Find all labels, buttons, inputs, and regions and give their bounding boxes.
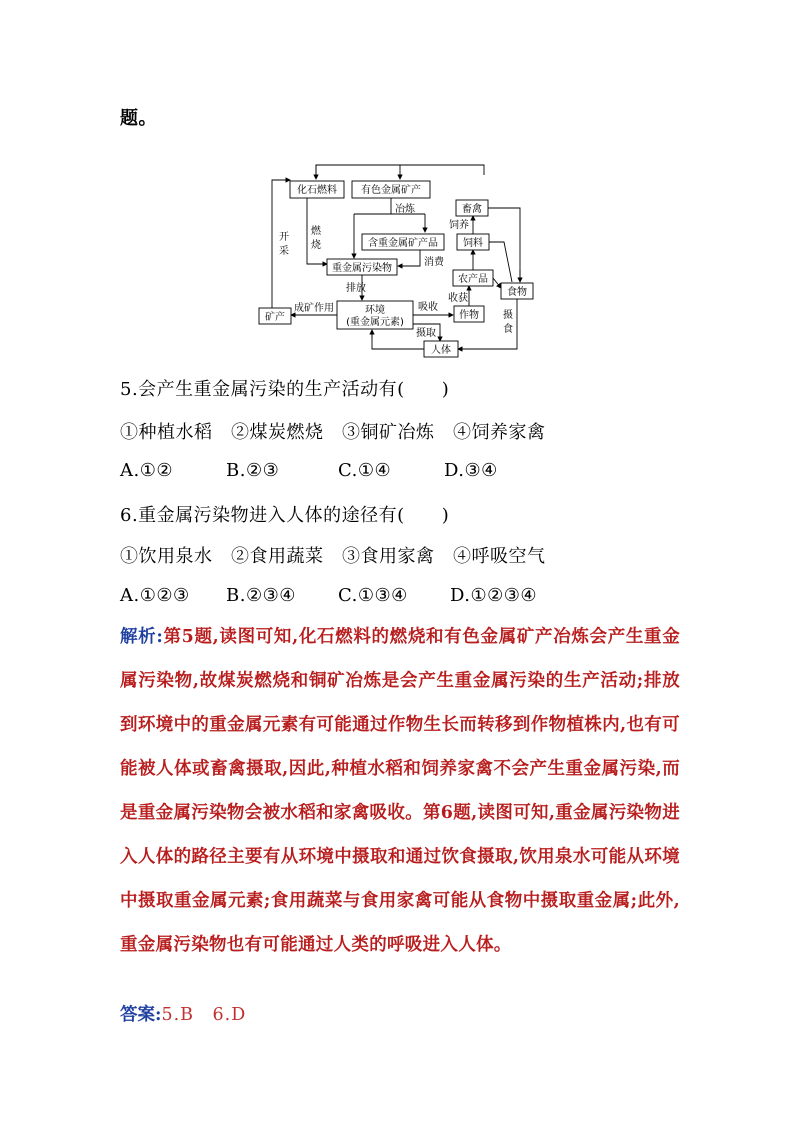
edge-agri-food xyxy=(493,278,501,288)
box-heavy-metal-product xyxy=(362,234,444,250)
box-fossil-fuel xyxy=(290,181,344,198)
svg-text:人体: 人体 xyxy=(431,345,451,356)
label-mining-1: 开 xyxy=(279,232,289,243)
label-harvest: 收获 xyxy=(448,293,468,304)
top-fragment: 题。 xyxy=(120,108,157,129)
q5-option-d[interactable]: D.③④ xyxy=(444,460,498,481)
q5-option-a[interactable]: A.①② xyxy=(120,460,173,481)
q6-option-c[interactable]: C.①③④ xyxy=(338,585,408,606)
svg-text:农产品: 农产品 xyxy=(458,274,488,285)
box-crop xyxy=(454,306,484,322)
label-discharge: 排放 xyxy=(346,283,366,294)
box-feed xyxy=(457,234,489,250)
heavy-metal-flow-diagram xyxy=(0,150,794,370)
box-agri-product xyxy=(453,270,493,286)
label-consume: 消费 xyxy=(424,257,444,268)
answer-label: 答案: xyxy=(120,1005,162,1025)
svg-text:畜禽: 畜禽 xyxy=(462,204,482,215)
label-smelting: 冶炼 xyxy=(395,204,415,215)
svg-text:饲料: 饲料 xyxy=(463,238,483,249)
box-food xyxy=(501,283,533,299)
q5-options xyxy=(120,460,498,481)
q6-option-b[interactable]: B.②③④ xyxy=(226,585,296,606)
label-burn-2: 烧 xyxy=(311,240,321,251)
label-raise: 饲养 xyxy=(449,220,469,231)
q6-items: ①饮用泉水 ②食用蔬菜 ③食用家禽 ④呼吸空气 xyxy=(120,546,546,567)
edge-consume xyxy=(400,250,420,266)
box-pollutant xyxy=(327,259,397,275)
answer-value: 5.B 6.D xyxy=(161,1005,247,1025)
label-intake-1: 摄 xyxy=(503,310,513,321)
label-burn-1: 燃 xyxy=(311,226,321,237)
label-intake: 摄取 xyxy=(416,328,436,339)
svg-text:有色金属矿产: 有色金属矿产 xyxy=(361,185,421,196)
svg-text:化石燃料: 化石燃料 xyxy=(297,185,337,196)
q5-option-c[interactable]: C.①④ xyxy=(338,460,392,481)
answer-block xyxy=(120,1001,246,1026)
label-ore-forming: 成矿作用 xyxy=(294,303,334,314)
svg-text:(重金属元素): (重金属元素) xyxy=(346,317,404,328)
analysis-text: 第5题,读图可知,化石燃料的燃烧和有色金属矿产冶炼会产生重金属污染物,故煤炭燃烧和铜矿冶炼是会产生重金属污染的生产活动;排放到环境中的重金属元素有可能通过作物生长而转移到作物植株内,也有可能被人体或畜禽摄取,因此,种植水稻和饲养家禽不会产生重金属污染,而是重金属污染物会被水稻和家禽吸收。第6题,读图可知,重金属污染物进入人体的路径主要有从环境中摄取和通过饮食摄取,饮用泉水可能从环境中摄取重金属元素;食用蔬菜与食用家禽可能从食物中摄取重金属;此外,重金属污染物也有可能通过人类的呼吸进入人体。 xyxy=(120,627,680,955)
svg-text:食物: 食物 xyxy=(507,287,527,298)
q6-options xyxy=(120,585,537,606)
edge-mining xyxy=(272,180,288,308)
box-environment xyxy=(337,301,413,329)
svg-text:环境: 环境 xyxy=(365,305,385,316)
svg-text:矿产: 矿产 xyxy=(265,312,285,323)
label-absorb: 吸收 xyxy=(418,302,438,313)
analysis-block xyxy=(120,615,680,967)
q5-items: ①种植水稻 ②煤炭燃烧 ③铜矿冶炼 ④饲养家禽 xyxy=(120,422,546,443)
q6-option-a[interactable]: A.①②③ xyxy=(120,585,190,606)
q5-option-b[interactable]: B.②③ xyxy=(226,460,280,481)
q6-stem: 6.重金属污染物进入人体的途径有( ) xyxy=(120,505,450,526)
analysis-label: 解析: xyxy=(120,627,164,647)
box-nonferrous xyxy=(352,181,430,198)
svg-text:作物: 作物 xyxy=(459,310,479,321)
box-human xyxy=(424,341,458,357)
label-mining-2: 采 xyxy=(279,246,289,257)
box-livestock xyxy=(456,200,488,216)
q5-stem: 5.会产生重金属污染的生产活动有( ) xyxy=(120,379,450,400)
box-mineral xyxy=(259,308,291,324)
svg-text:重金属污染物: 重金属污染物 xyxy=(332,263,392,274)
svg-text:含重金属矿产品: 含重金属矿产品 xyxy=(368,238,438,249)
label-intake-2: 食 xyxy=(503,324,513,335)
q6-option-d[interactable]: D.①②③④ xyxy=(450,585,538,606)
